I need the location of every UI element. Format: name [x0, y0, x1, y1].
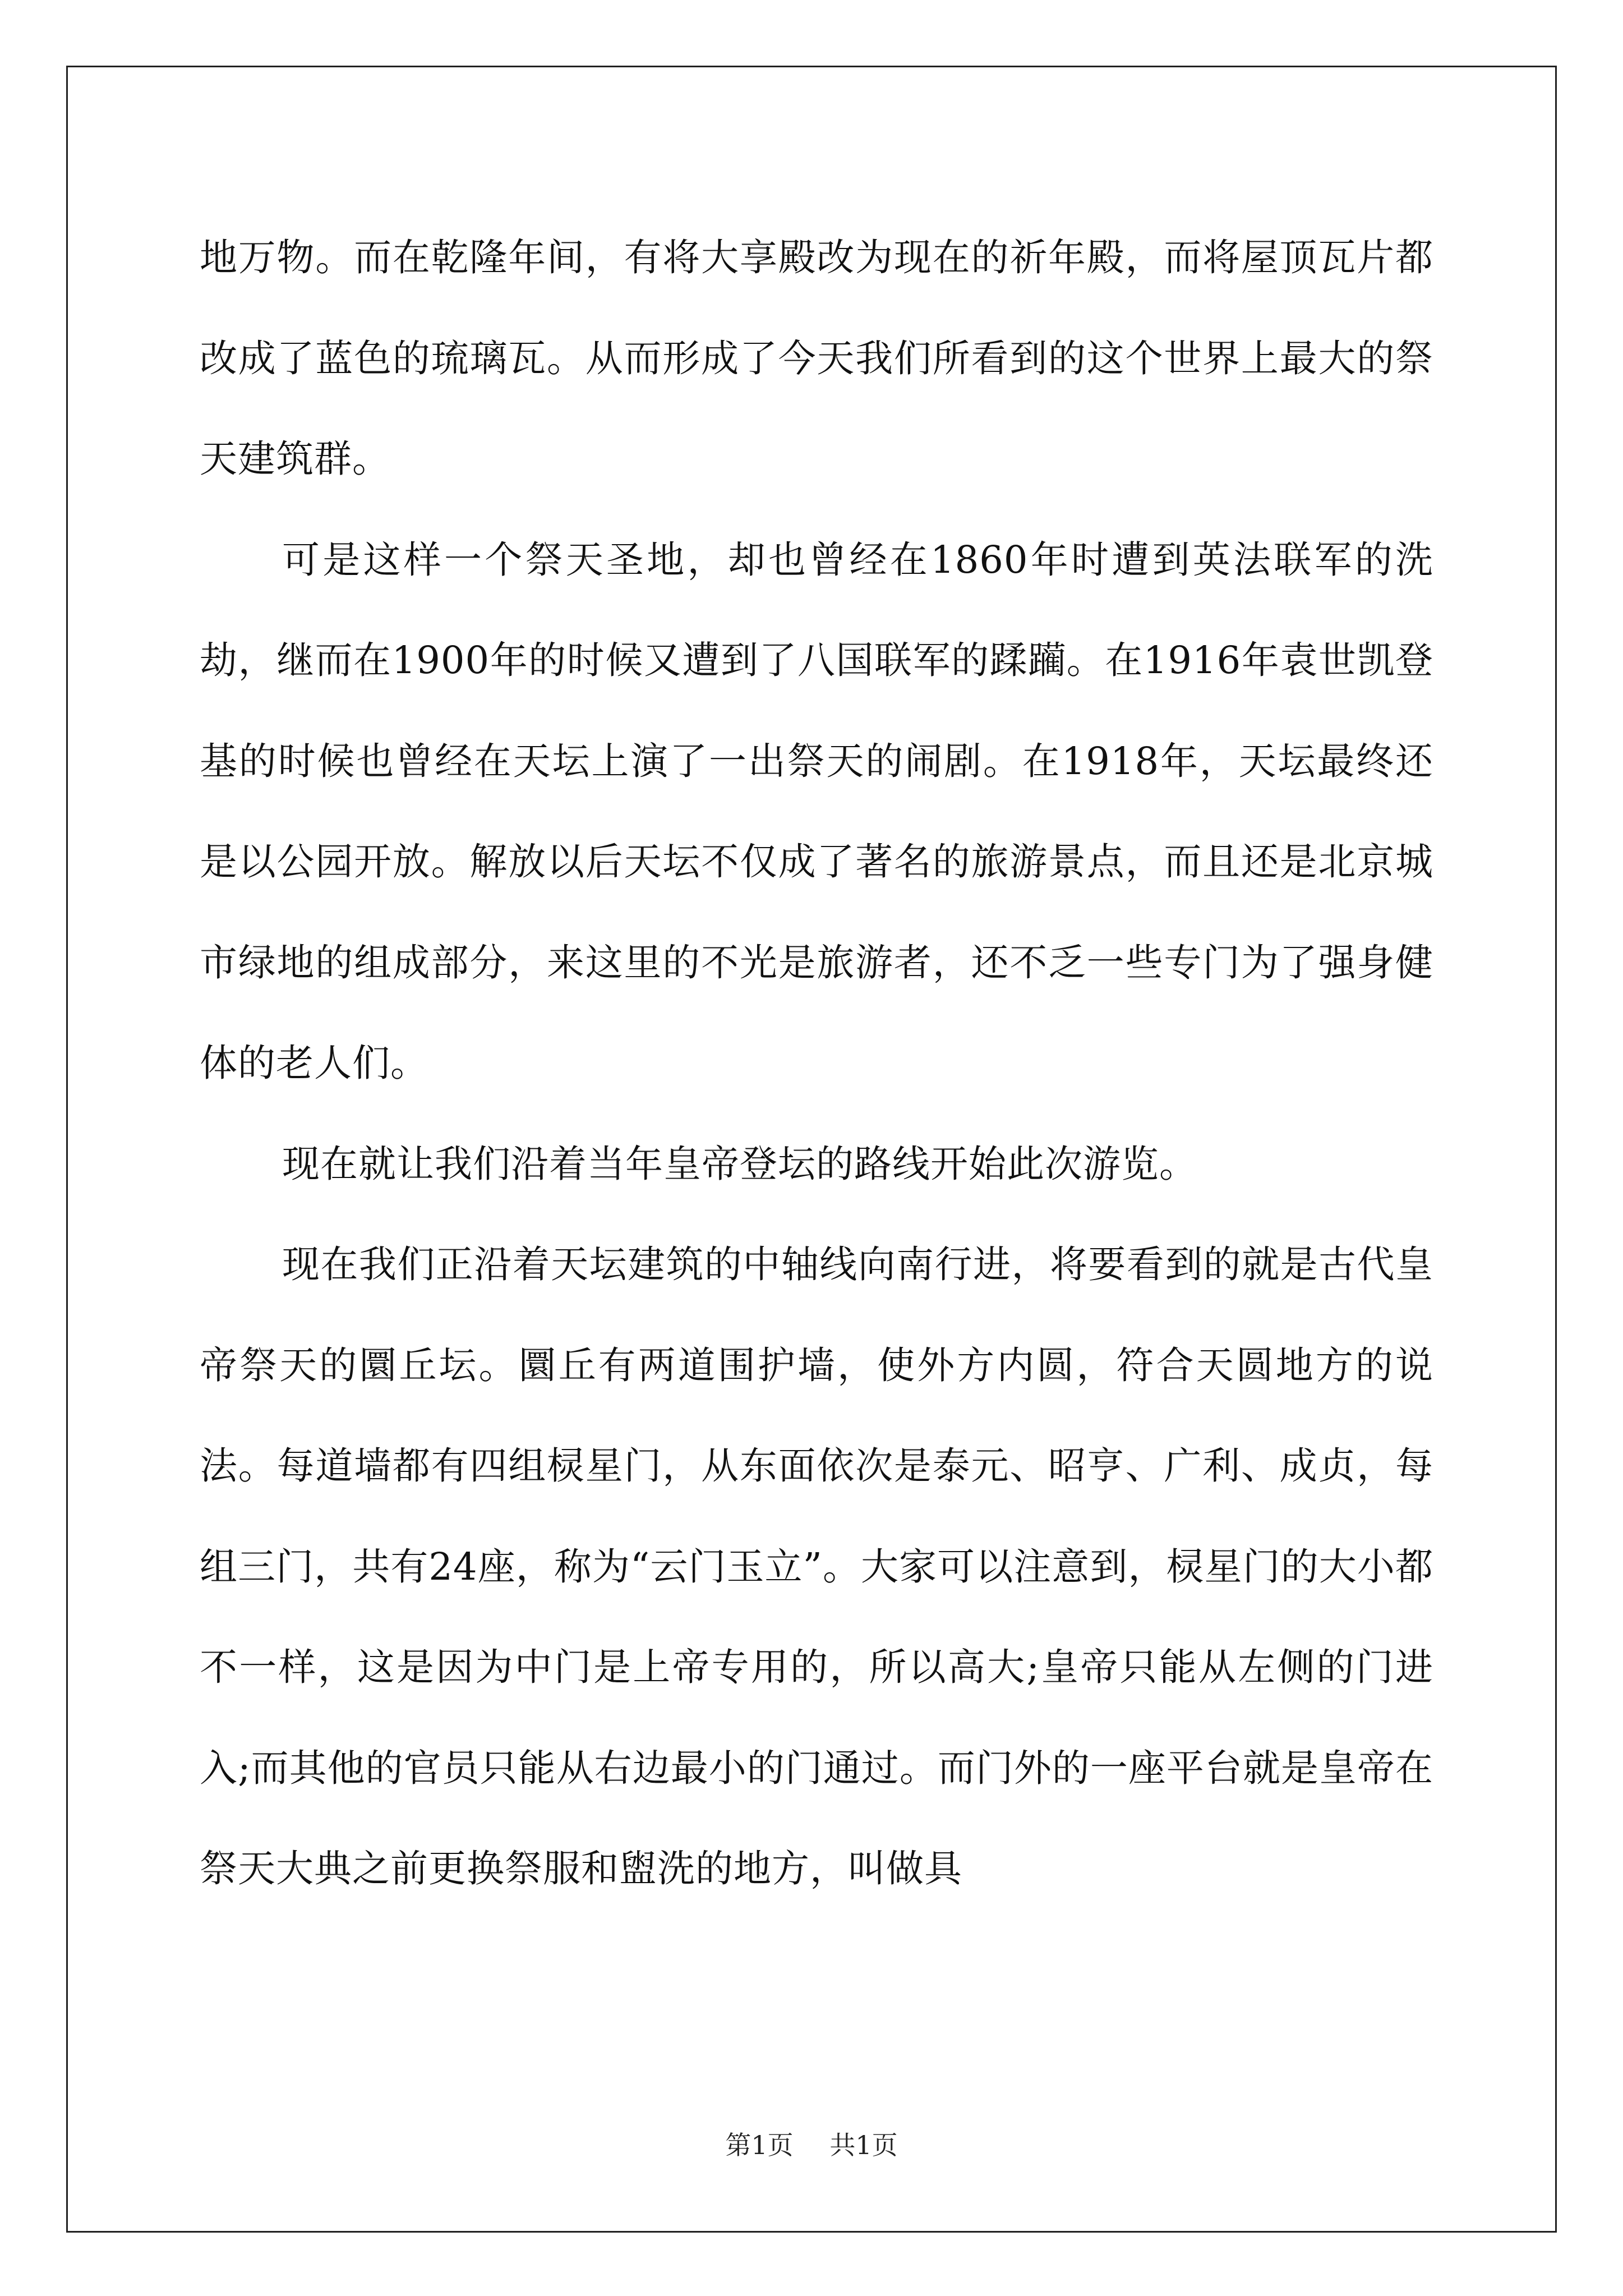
paragraph-3: 现在就让我们沿着当年皇帝登坛的路线开始此次游览。	[282, 1142, 1197, 1186]
paragraph-2: 可是这样一个祭天圣地，却也曾经在1860年时遭到英法联军的洗劫，继而在1900年的时候又遭到了八国联军的蹂躏。在1916年袁世凯登基的时候也曾经在天坛上演了一出祭天的闹剧。在1918年，天坛最终还是以公园开放。解放以后天坛不仅成了著名的旅游景点，而且还是北京城市绿地的组成部分，来这里的不光是旅游者，还不乏一些专门为了强身健体的老人们。	[200, 537, 1433, 1085]
document-body	[200, 208, 1433, 1920]
page-total: 共1页	[829, 2130, 898, 2160]
page-number: 第1页	[725, 2130, 794, 2160]
paragraph-1: 地万物。而在乾隆年间，有将大享殿改为现在的祈年殿，而将屋顶瓦片都改成了蓝色的琉璃瓦。从而形成了今天我们所看到的这个世界上最大的祭天建筑群。	[200, 236, 1433, 481]
paragraph-4: 现在我们正沿着天坛建筑的中轴线向南行进，将要看到的就是古代皇帝祭天的圜丘坛。圜丘有两道围护墙，使外方内圆，符合天圆地方的说法。每道墙都有四组棂星门，从东面依次是泰元、昭亨、广利、成贞，每组三门，共有24座，称为“云门玉立”。大家可以注意到，棂星门的大小都不一样，这是因为中门是上帝专用的，所以高大;皇帝只能从左侧的门进入;而其他的官员只能从右边最小的门通过。而门外的一座平台就是皇帝在祭天大典之前更换祭服和盥洗的地方，叫做具	[200, 1243, 1433, 1890]
page-footer	[0, 2128, 1623, 2162]
